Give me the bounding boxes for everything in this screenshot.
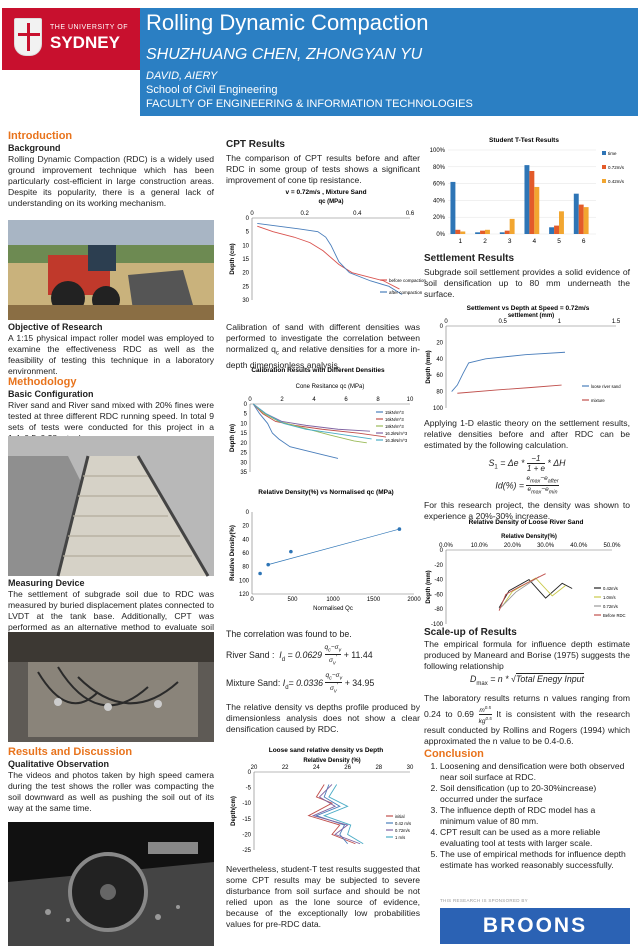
- rf-qs: c: [328, 647, 331, 654]
- y-tick-label: 20: [242, 270, 249, 277]
- objective-heading: Objective of Research: [8, 322, 103, 332]
- legend-label: 18kN/m^3: [385, 424, 404, 429]
- legend-label: 1.0m/s: [603, 595, 616, 600]
- dens-chart: [424, 516, 634, 628]
- crest-icon: [14, 18, 42, 56]
- eq-dmax: [424, 673, 630, 690]
- rf-dp: ': [335, 655, 337, 662]
- mix-frac-den: [325, 683, 342, 695]
- elastic-section: [424, 418, 630, 522]
- dmax-mid: = n *: [490, 674, 509, 684]
- conclusion-heading: Conclusion: [424, 748, 484, 760]
- rf-rs: v: [338, 647, 342, 654]
- profile-text: The relative density vs depths profile produced by dimensionless analysis does not show a clear densification caused by RDC.: [226, 701, 420, 734]
- legend-label: before compaction: [389, 278, 427, 283]
- y-axis-label: Depth (m): [230, 424, 236, 452]
- x-tick-label: 0.2: [300, 211, 309, 217]
- mf-qs: c: [329, 675, 332, 682]
- conclusion-item: 5. The use of empirical methods for influence depth estimate has worked reasonably successfully.: [440, 849, 630, 871]
- unit-num: [479, 704, 492, 715]
- x-tick-label: 30.0%: [537, 543, 555, 549]
- rf-d: σ: [329, 657, 333, 665]
- y-tick-label: 100: [432, 406, 443, 412]
- y-tick-label: 0: [245, 216, 249, 222]
- reldens-chart: [226, 486, 420, 616]
- objective-text: A 1:15 physical impact roller model was employed to examine the effectiveness RDC as well as the feasibility of testing this technique in a laboratory environment.: [8, 333, 214, 376]
- x-axis-label: qc (MPa): [318, 199, 344, 205]
- elastic-text: Applying 1-D elastic theory on the settlement results, relative densities before and after RDC can be estimated by the following calculation.: [424, 418, 630, 450]
- legend-label: 16.2kN/m^3: [385, 431, 408, 436]
- nevertheless-text: Nevertheless, student-T test results suggested that some CPT results may be subjected to severe disturbance from soil surface and should be not relied upon as the lone source of evidence, because of the exceptionally low probabilities values for pre-RDC data.: [226, 864, 420, 929]
- eq2-denom: [526, 486, 558, 497]
- mix-frac-num: [325, 672, 342, 683]
- x-tick-label: 1500: [366, 597, 381, 603]
- settle-section: [424, 252, 630, 300]
- bar: [510, 219, 515, 234]
- eq1-tail: * ΔH: [547, 457, 566, 468]
- data-point: [289, 550, 293, 554]
- legend-swatch: [602, 165, 606, 169]
- scaleup-text: The empirical formula for influence depth estimate produced by Maneard and Borise (1975) suggests the following relationship: [424, 639, 630, 671]
- y-tick-label: 15: [242, 257, 249, 263]
- y-tick-label: 120: [238, 592, 249, 598]
- roller-photo-graphic: [8, 220, 214, 320]
- legend-label: mixture: [591, 398, 605, 403]
- river-coef: = 0.0629: [287, 650, 323, 661]
- x-tick-label: 26: [344, 765, 351, 771]
- ttest-chart: [424, 134, 634, 252]
- bar: [500, 232, 505, 234]
- mix-coef: = 0.0336: [288, 677, 324, 688]
- series-line: [253, 404, 371, 439]
- bar: [524, 165, 529, 234]
- un1: m: [479, 706, 485, 714]
- scaleup-section: [424, 626, 630, 747]
- eq1-s: S: [488, 457, 495, 468]
- eq2-numer: [526, 475, 558, 487]
- x-tick-label: 1: [557, 319, 562, 325]
- e2n4: after: [547, 477, 559, 484]
- river-tail: + 11.44: [343, 650, 373, 661]
- y-axis-label: Depth (mm): [426, 570, 432, 604]
- y-tick-label: 5: [245, 229, 249, 236]
- river-frac: [325, 644, 342, 668]
- cpt-text: The comparison of CPT results before and after RDC in some group of tests shows a significant improvement of cone tip resistance.: [226, 153, 420, 185]
- river-label: River Sand :: [226, 650, 275, 661]
- x-tick-label: 0: [250, 211, 254, 217]
- conclusion-section: [424, 748, 630, 871]
- trend-line: [268, 529, 399, 565]
- y-tick-label: -100: [430, 622, 443, 628]
- legend-label: after compaction: [389, 290, 423, 295]
- y-tick-label: 100: [238, 578, 249, 585]
- x-tick-label: 10: [406, 397, 414, 403]
- cpt-heading: CPT Results: [226, 139, 285, 150]
- config-text: River sand and River sand mixed with 20% fines were tested at three different RDC running speed. In total 9 sets of tests were conducted for this project in a: [8, 400, 214, 432]
- y-tick-label: -20: [434, 562, 443, 569]
- y-tick-label: 60%: [432, 181, 445, 188]
- y-tick-label: 40%: [432, 198, 445, 205]
- y-tick-label: 15: [240, 431, 247, 438]
- legend-label: Before RDC: [603, 613, 626, 618]
- e2d3: −e: [541, 486, 549, 494]
- x-tick-label: 6: [581, 238, 586, 245]
- mf-rs: v: [339, 675, 343, 682]
- lab-text-2: It is consistent with the research result conducted by Rollins and Rogers (1994) which approximated the n value to be 0.4-0.6.: [424, 708, 630, 747]
- bar: [554, 226, 559, 234]
- y-axis-label: Depth (cm): [230, 243, 236, 275]
- mf-q: q: [325, 671, 330, 679]
- y-tick-label: 20: [242, 523, 249, 530]
- intro-heading: Introduction: [8, 130, 73, 142]
- y-tick-label: -25: [242, 848, 251, 854]
- ud1: kg: [478, 718, 486, 726]
- x-tick-label: 1000: [326, 597, 340, 603]
- chart-title: Calibration Results with Different Densities: [251, 367, 385, 374]
- mix-id-sub: d: [285, 684, 289, 691]
- bar: [505, 231, 510, 234]
- x-tick-label: 10.0%: [470, 543, 488, 549]
- y-tick-label: 20: [240, 440, 247, 447]
- chart-title: v = 0.72m/s , Mixture Sand: [285, 189, 367, 196]
- settle-heading: Settlement Results: [424, 253, 515, 264]
- mix-tail: + 34.95: [344, 677, 375, 688]
- y-tick-label: 80: [436, 389, 443, 396]
- x-tick-label: 20: [250, 765, 258, 771]
- chart-title: Relative Density of Loose River Sand: [468, 519, 584, 526]
- background-text: Rolling Dynamic Compaction (RDC) is a widely used ground improvement technique which has been particularly cost-efficient in large construction areas. Despite its popularity, there is a general lack of understanding on its working mechanism.: [8, 154, 214, 208]
- bar: [485, 230, 490, 234]
- highspeed-photo: [8, 822, 214, 946]
- x-tick-label: 0: [248, 397, 252, 403]
- intro-section: [8, 130, 214, 209]
- x-tick-label: 3: [507, 238, 512, 245]
- legend-label: 0.72m/s: [608, 165, 625, 170]
- method-section: [8, 376, 214, 444]
- y-tick-label: 40: [436, 356, 443, 363]
- y-tick-label: 25: [242, 284, 249, 291]
- y-tick-label: 80: [242, 564, 249, 571]
- y-tick-label: 20: [436, 340, 443, 347]
- y-tick-label: 0: [245, 510, 249, 516]
- x-tick-label: 20.0%: [503, 543, 521, 549]
- mix-id: I: [282, 677, 286, 688]
- x-axis-label: Relative Density(%): [501, 534, 557, 540]
- series-line: [324, 784, 363, 843]
- method-heading: Methodology: [8, 376, 77, 388]
- bar: [455, 230, 460, 234]
- rf-r: −σ: [330, 644, 339, 651]
- roller-photo: [8, 220, 214, 320]
- e2d2: max: [531, 489, 542, 496]
- settle-text: Subgrade soil settlement provides a solid evidence of soil densification up to 80 mm underneath the surface.: [424, 267, 630, 299]
- eq1-ssub: 1: [494, 464, 498, 471]
- y-tick-label: 20%: [432, 215, 445, 222]
- y-axis-label: Depth(cm): [231, 796, 237, 826]
- y-tick-label: 80%: [432, 164, 445, 171]
- conclusion-list: [424, 761, 630, 871]
- y-tick-label: 35: [240, 470, 247, 476]
- mf-ds: v: [333, 688, 337, 695]
- school: School of Civil Engineering: [146, 84, 278, 96]
- x-tick-label: 24: [313, 765, 320, 771]
- river-id: I: [279, 650, 282, 661]
- x-tick-label: 2000: [407, 597, 421, 603]
- e2n2: max: [530, 477, 541, 484]
- authors: SHUZHUANG CHEN, ZHONGYAN YU: [146, 46, 423, 63]
- ud2: 0.5: [485, 715, 492, 721]
- dmax-rad: Total Enegy Input: [515, 674, 584, 684]
- mix-label: Mixture Sand:: [226, 677, 281, 688]
- cpt-section: [226, 138, 420, 186]
- y-tick-label: -40: [434, 577, 443, 584]
- y-tick-label: 10: [240, 421, 247, 428]
- qualitative-heading: Qualitative Observation: [8, 759, 110, 769]
- legend-label: 16.3kN/m^3: [385, 438, 408, 443]
- y-tick-label: 40: [242, 537, 249, 544]
- bar: [549, 227, 554, 234]
- y-tick-label: 0: [439, 324, 443, 330]
- results-section: [8, 746, 214, 814]
- config-heading: Basic Configuration: [8, 389, 94, 399]
- chart-title: Relative Density(%) vs Normalised qc (MPa): [258, 489, 394, 496]
- device-photo: [8, 632, 214, 742]
- bar: [559, 211, 564, 234]
- series-line: [499, 577, 539, 610]
- bar: [584, 207, 589, 234]
- loose-chart: [226, 744, 420, 862]
- mf-r: −σ: [331, 671, 340, 679]
- x-tick-label: 5: [557, 238, 561, 245]
- legend-label: 0.72m/s: [603, 604, 618, 609]
- bar: [579, 205, 584, 234]
- calib-text-sub: c: [275, 350, 279, 357]
- bar: [574, 194, 579, 234]
- y-tick-label: 0: [439, 548, 443, 554]
- y-tick-label: -10: [242, 801, 251, 808]
- forthis-text: For this research project, the density was shown to experience a 20%-30% increase.: [424, 500, 630, 522]
- background-heading: Background: [8, 143, 61, 153]
- logo-line2: SYDNEY: [50, 33, 120, 52]
- tank-photo: [8, 436, 214, 576]
- bar: [460, 231, 465, 234]
- tank-photo-graphic: [8, 436, 214, 576]
- x-axis-label: Cone Resitance qc (MPa): [295, 384, 365, 390]
- cpt-chart: [226, 186, 427, 314]
- y-tick-label: 60: [242, 551, 249, 557]
- e2d1: e: [527, 486, 532, 494]
- results-heading: Results and Discussion: [8, 746, 133, 758]
- legend-label: 16kN/m^3: [385, 417, 404, 422]
- y-tick-label: 60: [436, 373, 443, 380]
- conclusion-item: 2. Soil densification (up to 20-30%increase) occurred under the surface: [440, 783, 630, 805]
- y-tick-label: 5: [243, 411, 247, 418]
- bar: [529, 171, 534, 234]
- unit-den: [479, 715, 492, 725]
- calib-text-1: Calibration of sand with different densities was performed to investigate the correlation between normalized q: [226, 322, 420, 354]
- y-tick-label: -80: [434, 607, 443, 614]
- y-tick-label: 30: [242, 298, 249, 304]
- highspeed-photo-graphic: [8, 822, 214, 946]
- x-tick-label: 2: [483, 238, 487, 245]
- river-frac-den: [325, 655, 342, 667]
- chart-title: Loose sand relative density vs Depth: [268, 747, 384, 754]
- y-tick-label: 0: [243, 402, 247, 408]
- x-tick-label: 28: [375, 765, 383, 771]
- y-tick-label: 100%: [429, 148, 445, 154]
- x-tick-label: 8: [376, 397, 380, 403]
- x-tick-label: 2: [280, 397, 284, 403]
- legend-label: 15kN/m^3: [385, 410, 404, 415]
- objective-section: [8, 322, 214, 377]
- device-heading: Measuring Device: [8, 578, 85, 588]
- poster-header: [0, 0, 638, 120]
- qualitative-text: The videos and photos taken by high speed camera during the test shows the roller was compacting the soil downward as well as pushing the soil out of its way at the same time.: [8, 770, 214, 813]
- x-tick-label: 0.6: [405, 211, 415, 217]
- poster-title: Rolling Dynamic Compaction: [146, 10, 429, 35]
- mf-d: σ: [330, 685, 334, 693]
- legend-label: 1 m/s: [395, 835, 406, 840]
- series-line: [253, 404, 367, 443]
- ttest-discussion: [226, 864, 420, 930]
- y-tick-label: -5: [245, 785, 251, 792]
- x-tick-label: 50.0%: [603, 543, 621, 549]
- series-line: [257, 223, 402, 294]
- legend-swatch: [602, 151, 606, 155]
- correlation-text: The correlation was found to be.: [226, 629, 352, 639]
- x-tick-label: 40.0%: [570, 543, 588, 549]
- data-point: [258, 572, 262, 576]
- series-line: [499, 580, 572, 608]
- dmax-d: D: [470, 674, 477, 684]
- chart-title: Settlement vs Depth at Speed = 0.72m/s: [466, 305, 590, 312]
- x-tick-label: 22: [281, 765, 289, 771]
- eq1-num: −1: [527, 454, 545, 464]
- eq2-lhs: Id(%) =: [495, 480, 525, 491]
- river-frac-num: [325, 644, 342, 655]
- x-tick-label: 0.0%: [439, 543, 453, 549]
- unit-frac: [479, 704, 492, 725]
- x-tick-label: 6: [344, 397, 348, 403]
- eq-density: [424, 475, 630, 498]
- eq2-frac: [526, 475, 558, 498]
- x-tick-label: 1.5: [611, 319, 621, 325]
- lab-text: The laboratory results returns n values ranging from 0.24 to 0.69: [424, 692, 630, 719]
- y-axis-label: Relative Density(%): [230, 525, 236, 581]
- x-tick-label: 30: [406, 765, 414, 771]
- y-tick-label: -60: [434, 592, 443, 599]
- y-tick-label: 0: [247, 770, 251, 776]
- series-line: [502, 578, 565, 606]
- x-tick-label: 0: [444, 319, 448, 325]
- legend-label: 0.72m/s: [395, 828, 410, 833]
- eq-settlement: [424, 454, 630, 474]
- device-photo-graphic: [8, 632, 214, 742]
- x-tick-label: 0.4: [353, 211, 362, 217]
- x-tick-label: 4: [312, 397, 316, 403]
- x-tick-label: 500: [287, 597, 298, 603]
- legend-label: time: [608, 151, 617, 156]
- rf-q: q: [324, 644, 329, 651]
- bar: [534, 187, 539, 234]
- legend-label: loose river sand: [591, 384, 621, 389]
- logo-line1: THE UNIVERSITY OF: [50, 24, 128, 31]
- settle-chart: [424, 302, 630, 416]
- bar: [475, 232, 480, 234]
- series-line: [457, 385, 561, 393]
- x-tick-label: 0.5: [498, 319, 507, 325]
- e2n1: e: [526, 474, 531, 482]
- supervisor: DAVID, AIERY: [146, 70, 218, 82]
- calib-text-2: and relative densities for a more in-depth dimensionless analysis.: [226, 344, 420, 370]
- legend-label: initial: [395, 814, 405, 819]
- dmax-sub: max: [476, 680, 488, 687]
- conclusion-item: 4. CPT result can be used as a more reliable evaluating tool at tests with larger scale.: [440, 827, 630, 849]
- conclusion-item: 3. The influence depth of RDC model has a minimum value of 80 mm.: [440, 805, 630, 827]
- device-text: The settlement of subgrade soil due to RDC was measured by buried displacement plates connected to LVDT at the tank base. Additionally, CPT was performed as an alternative method to evaluate soil: [8, 589, 214, 632]
- calib-chart: [226, 364, 420, 482]
- eq1-frac: [527, 454, 545, 473]
- chart-title: Student T-Test Results: [489, 137, 559, 144]
- legend-label: 0.42m/s: [603, 586, 618, 591]
- bar: [480, 231, 485, 234]
- river-eq: [226, 644, 420, 668]
- e2n3: −e: [540, 474, 548, 482]
- mix-eq: [226, 672, 420, 696]
- x-tick-label: 1: [458, 238, 463, 245]
- bar: [450, 182, 455, 234]
- river-id-sub: d: [281, 656, 286, 663]
- series-line: [253, 404, 338, 458]
- y-tick-label: 0%: [436, 232, 445, 238]
- correlation-section: [226, 628, 420, 735]
- x-axis-label: settlement (mm): [507, 313, 555, 319]
- x-tick-label: 0: [250, 597, 254, 603]
- y-tick-label: -15: [242, 816, 251, 823]
- x-tick-label: 4: [532, 238, 537, 245]
- y-tick-label: 25: [240, 450, 247, 457]
- legend-swatch: [602, 179, 606, 183]
- root-icon: √: [510, 674, 516, 684]
- series-line: [257, 226, 399, 289]
- un2: 0.5: [484, 704, 491, 710]
- e2d4: min: [548, 489, 558, 496]
- x-axis-label: Relative Density (%): [303, 758, 361, 764]
- university-logo: [2, 8, 140, 70]
- legend-label: 0.42 m/s: [395, 821, 412, 826]
- y-tick-label: 10: [242, 243, 249, 250]
- series-line: [499, 574, 545, 611]
- y-tick-label: 30: [240, 460, 247, 467]
- mix-frac: [325, 672, 342, 696]
- x-axis-label: Normalised Qc: [313, 606, 353, 612]
- rf-ds: v: [332, 660, 336, 667]
- scaleup-heading: Scale-up of Results: [424, 627, 517, 638]
- faculty: FACULTY OF ENGINEERING & INFORMATION TECHNOLOGIES: [146, 98, 473, 110]
- conclusion-item: 1. Loosening and densification were both observed near soil surface at RDC.: [440, 761, 630, 783]
- sponsor-logo: BROONS: [440, 908, 630, 944]
- sponsor-text: THIS RESEARCH IS SPONSORED BY: [440, 898, 528, 903]
- eq1-mid: = Δe *: [500, 457, 525, 468]
- mf-dp: ': [336, 683, 338, 690]
- y-tick-label: -20: [242, 832, 251, 839]
- legend-label: 0.42m/s: [608, 179, 625, 184]
- y-axis-label: Depth (mm): [426, 350, 432, 384]
- eq1-den: 1 + e: [526, 464, 545, 473]
